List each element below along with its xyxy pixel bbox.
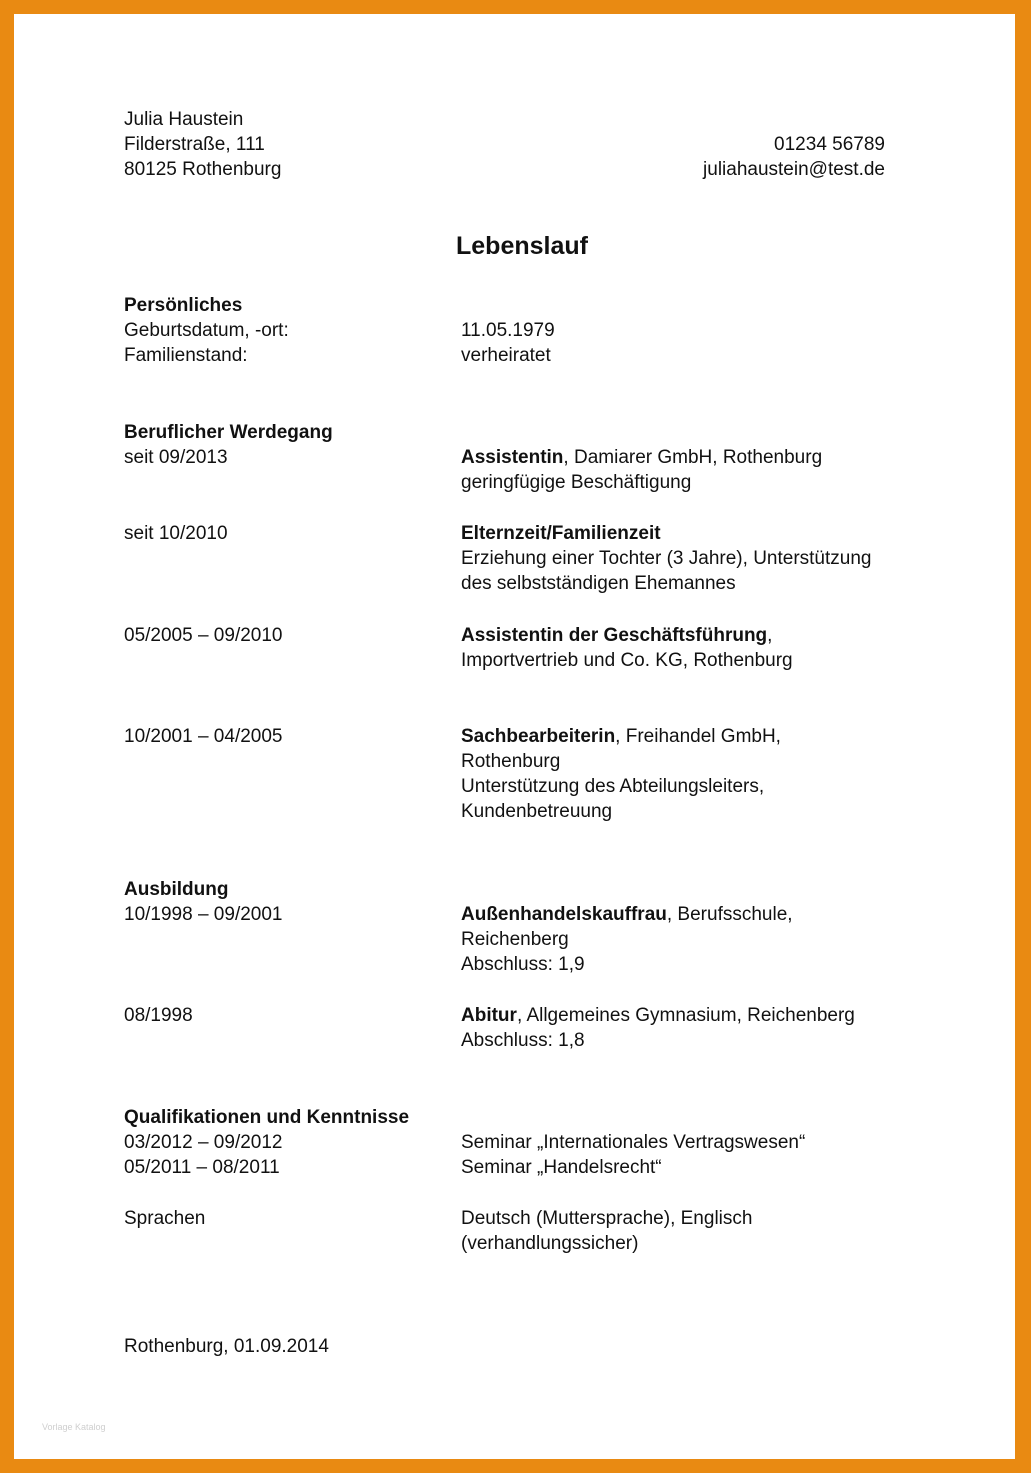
sender-city: 80125 Rothenburg: [124, 159, 282, 180]
education-detail: Abschluss: 1,9: [461, 954, 585, 975]
education-detail: Abschluss: 1,8: [461, 1030, 585, 1051]
cv-page: [14, 14, 1015, 1459]
sender-phone: 01234 56789: [774, 134, 885, 155]
career-date: 05/2005 – 09/2010: [124, 625, 283, 646]
career-detail: geringfügige Beschäftigung: [461, 472, 692, 493]
education-school: , Allgemeines Gymnasium, Reichenberg: [516, 1005, 855, 1026]
career-detail: Rothenburg: [461, 751, 561, 772]
sender-name: Julia Haustein: [124, 109, 244, 130]
education-school: , Berufsschule,: [666, 904, 793, 925]
section-heading-education: Ausbildung: [124, 879, 229, 900]
languages-label: Sprachen: [124, 1208, 206, 1229]
education-detail: Reichenberg: [461, 929, 569, 950]
career-detail: Unterstützung des Abteilungsleiters,: [461, 776, 765, 797]
career-title-line: [461, 724, 781, 749]
career-employer: , Damiarer GmbH, Rothenburg: [563, 447, 823, 468]
section-heading-qualifications: Qualifikationen und Kenntnisse: [124, 1107, 410, 1128]
personal-value-birth: 11.05.1979: [461, 320, 555, 341]
languages-value: Deutsch (Muttersprache), Englisch: [461, 1208, 753, 1229]
education-degree: Außenhandelskauffrau: [461, 904, 667, 925]
career-title-line: [461, 445, 822, 470]
career-detail: Kundenbetreuung: [461, 801, 613, 822]
personal-label-status: Familienstand:: [124, 345, 248, 366]
sender-street: Filderstraße, 111: [124, 134, 265, 155]
sender-email: juliahaustein@test.de: [703, 159, 885, 180]
career-detail: Importvertrieb und Co. KG, Rothenburg: [461, 650, 793, 671]
section-heading-personal: Persönliches: [124, 295, 243, 316]
career-title-line: [461, 623, 772, 648]
section-heading-career: Beruflicher Werdegang: [124, 422, 333, 443]
personal-label-birth: Geburtsdatum, -ort:: [124, 320, 289, 341]
career-detail: des selbstständigen Ehemannes: [461, 573, 736, 594]
watermark: Vorlage Katalog: [42, 1422, 106, 1432]
career-role: Assistentin: [461, 447, 564, 468]
career-date: seit 09/2013: [124, 447, 228, 468]
career-employer: ,: [767, 625, 773, 646]
page-title: Lebenslauf: [456, 232, 588, 260]
personal-value-status: verheiratet: [461, 345, 551, 366]
education-title-line: [461, 1003, 855, 1028]
career-date: seit 10/2010: [124, 523, 228, 544]
education-degree: Abitur: [461, 1005, 517, 1026]
education-title-line: [461, 902, 793, 927]
qualification-date: 03/2012 – 09/2012: [124, 1132, 283, 1153]
career-employer: , Freihandel GmbH,: [615, 726, 781, 747]
education-date: 10/1998 – 09/2001: [124, 904, 283, 925]
qualification-date: 05/2011 – 08/2011: [124, 1157, 280, 1178]
career-title-line: [461, 521, 661, 546]
career-role: Elternzeit/Familienzeit: [461, 523, 661, 544]
place-date: Rothenburg, 01.09.2014: [124, 1336, 329, 1357]
languages-value: (verhandlungssicher): [461, 1233, 639, 1254]
career-date: 10/2001 – 04/2005: [124, 726, 283, 747]
qualification-text: Seminar „Handelsrecht“: [461, 1157, 662, 1178]
career-detail: Erziehung einer Tochter (3 Jahre), Unterstützung: [461, 548, 872, 569]
career-role: Assistentin der Geschäftsführung: [461, 625, 768, 646]
career-role: Sachbearbeiterin: [461, 726, 616, 747]
qualification-text: Seminar „Internationales Vertragswesen“: [461, 1132, 806, 1153]
education-date: 08/1998: [124, 1005, 193, 1026]
